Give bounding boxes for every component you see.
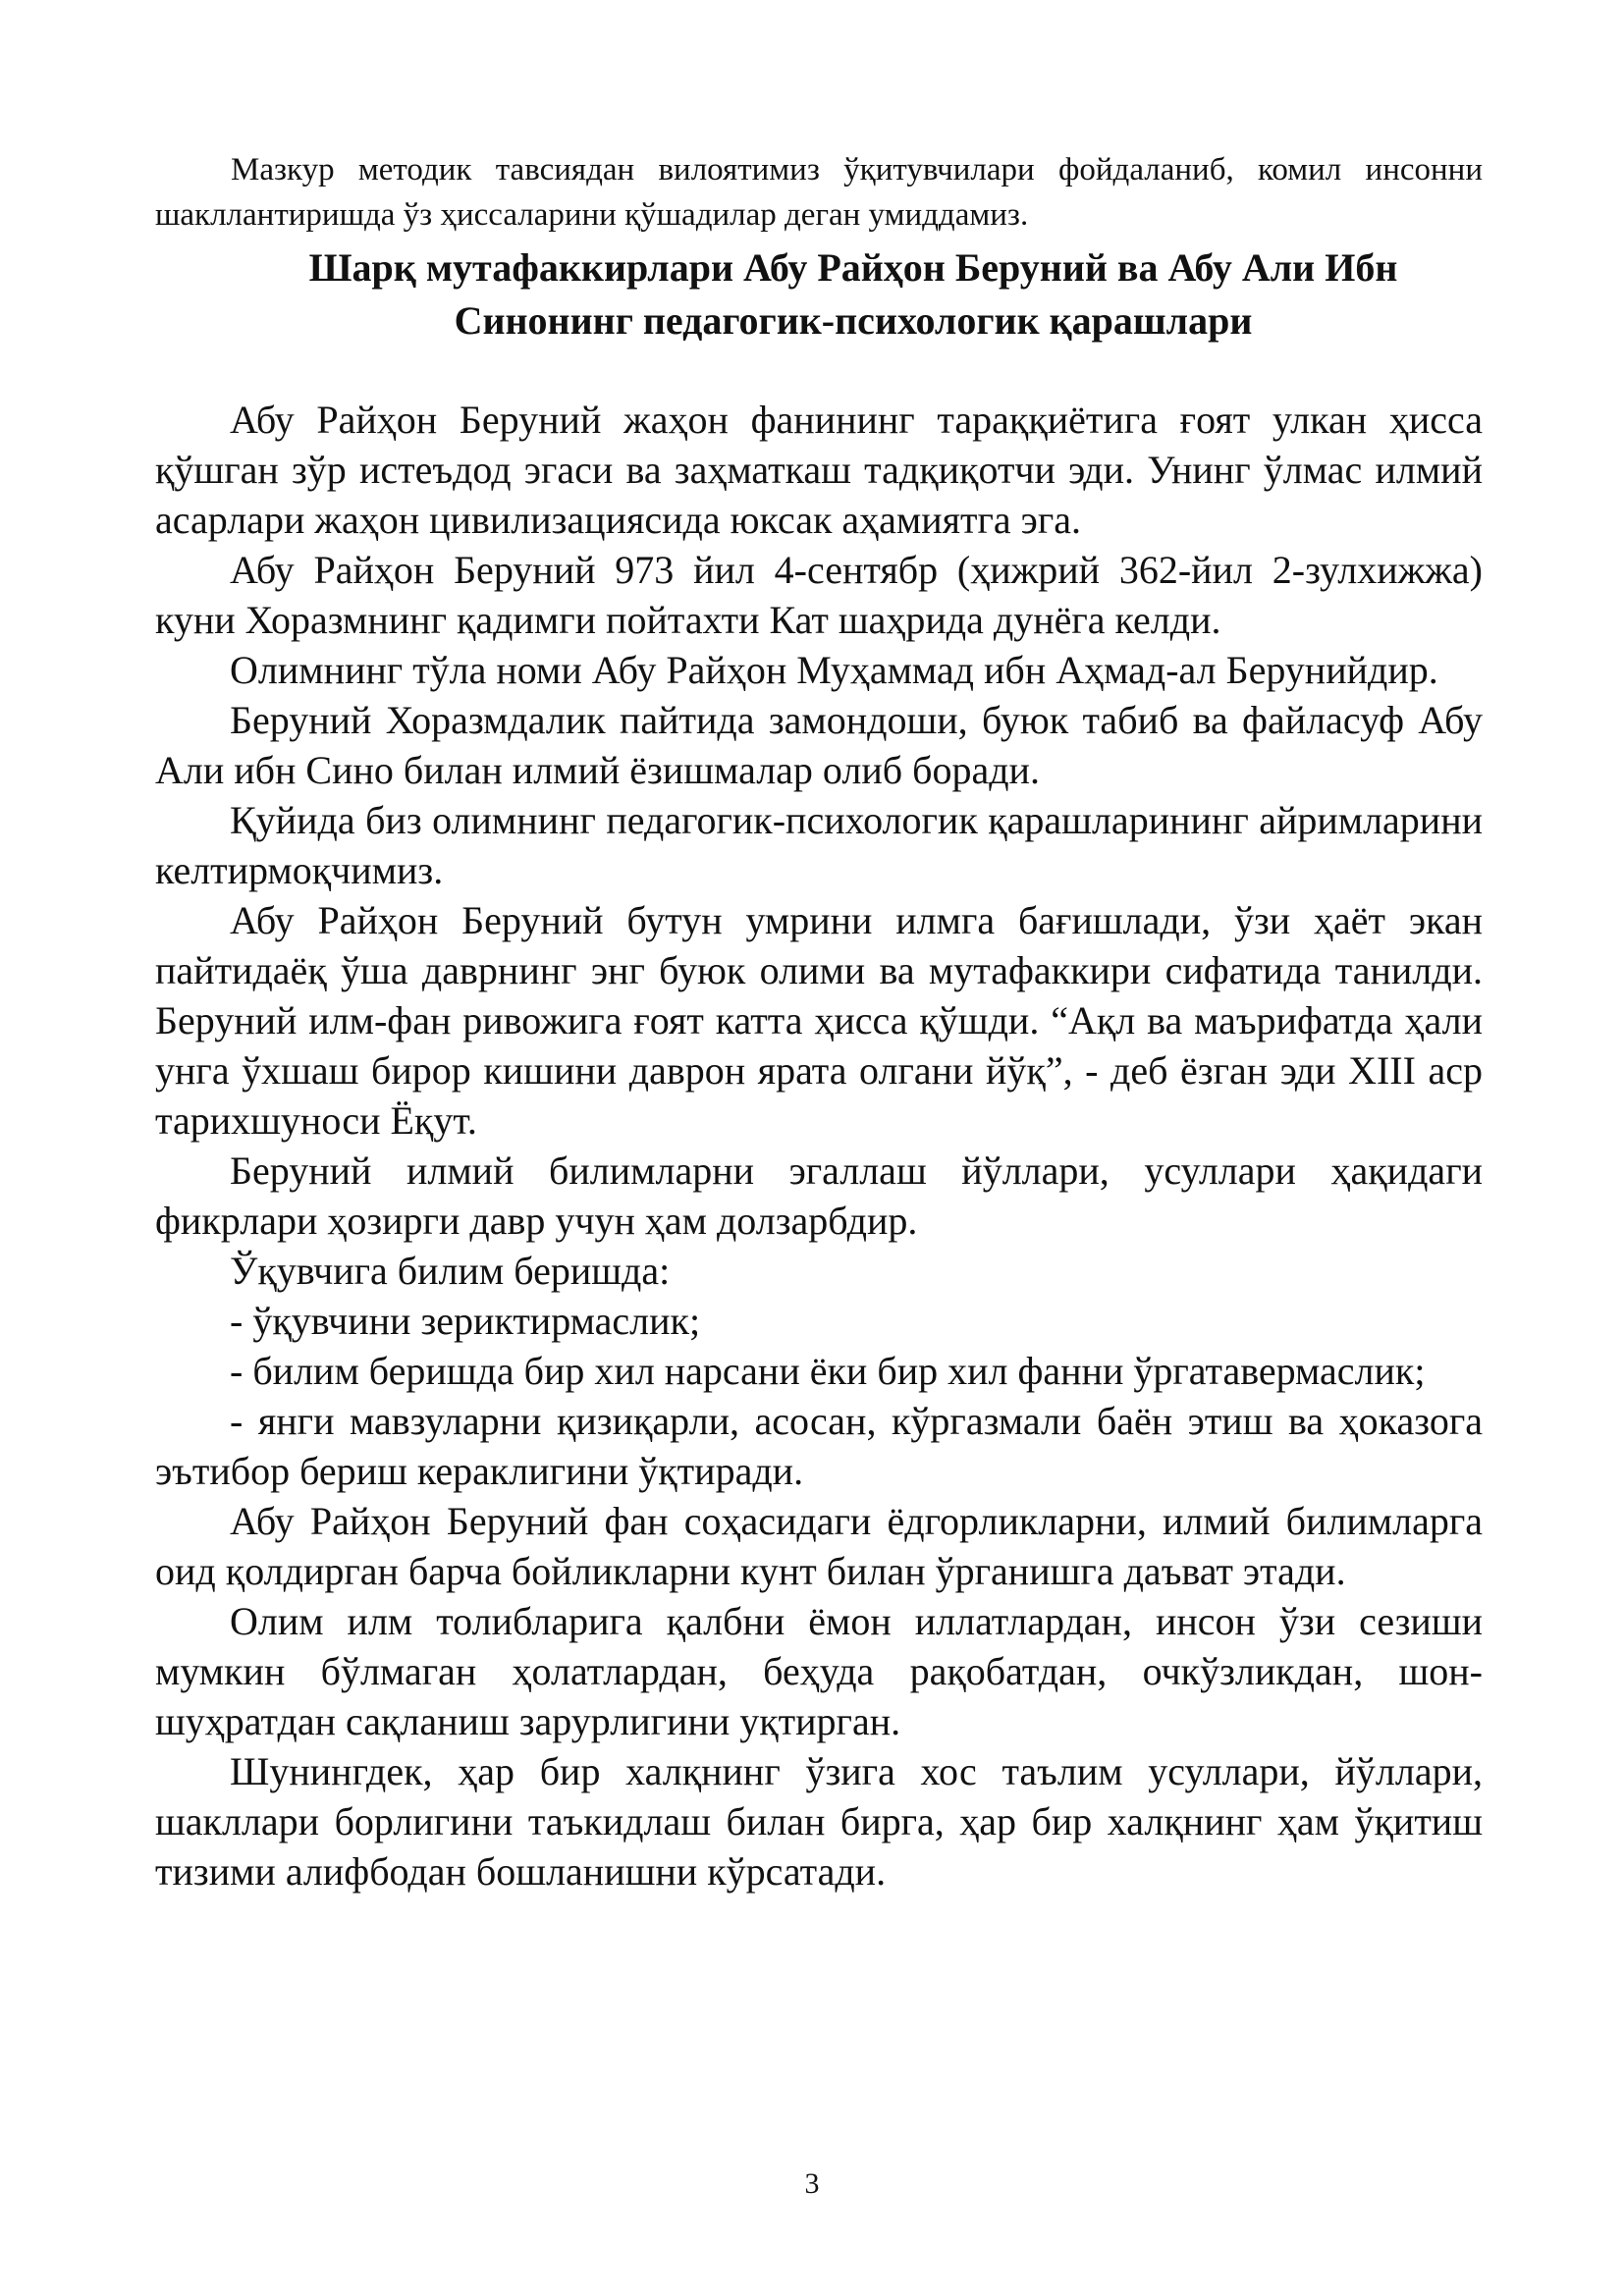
body-paragraph: Абу Райҳон Беруний жаҳон фанининг тараққиётига ғоят улкан ҳисса қўшган зўр истеъдод эгаси ва заҳматкаш тадқиқотчи эди. Унинг ўлмас илмий асарлари жаҳон цивилизациясида юксак аҳамиятга эга. xyxy=(155,398,1483,542)
body-paragraph: Беруний Хоразмдалик пайтида замондоши, буюк табиб ва файласуф Абу Али ибн Сино билан илмий ёзишмалар олиб боради. xyxy=(155,698,1483,792)
page-number: 3 xyxy=(804,2167,820,2200)
list-item: - билим беришда бир хил нарсани ёки бир хил фанни ўргатавермаслик; xyxy=(230,1349,1426,1393)
body-paragraph: Олимнинг тўла номи Абу Райҳон Муҳаммад ибн Аҳмад-ал Берунийдир. xyxy=(230,648,1438,692)
body-paragraph: Қуйида биз олимнинг педагогик-психологик қарашларининг айримларини келтирмоқчимиз. xyxy=(155,798,1483,892)
section-title xyxy=(155,241,1483,347)
body-paragraph: Беруний илмий билимларни эгаллаш йўллари, усуллари ҳақидаги фикрлари ҳозирги давр учун ҳам долзарбдир. xyxy=(155,1148,1483,1243)
intro-paragraph: Мазкур методик тавсиядан вилоятимиз ўқитувчилари фойдаланиб, комил инсонни шакллантиришда ўз ҳиссаларини қўшадилар деган умиддамиз. xyxy=(155,152,1483,233)
body-paragraph: Абу Райҳон Беруний 973 йил 4-сентябр (ҳижрий 362-йил 2-зулхижжа) куни Хоразмнинг қадимги пойтахти Кат шаҳрида дунёга келди. xyxy=(155,548,1483,642)
document-body xyxy=(155,395,1483,1896)
body-paragraph: Шунингдек, ҳар бир халқнинг ўзига хос таълим усуллари, йўллари, шакллари борлигини таъкидлаш билан бирга, ҳар бир халқнинг ҳам ўқитиш тизими алифбодан бошланишни кўрсатади. xyxy=(155,1749,1483,1894)
list-item: - янги мавзуларни қизиқарли, асосан, кўргазмали баён этиш ва ҳоказога эътибор бериш кераклигини ўқтиради. xyxy=(155,1399,1483,1493)
body-paragraph: Олим илм толибларига қалбни ёмон иллатлардан, инсон ўзи сезиши мумкин бўлмаган ҳолатлардан, беҳуда рақобатдан, очкўзликдан, шон-шуҳратдан сақланиш зарурлигини уқтирган. xyxy=(155,1599,1483,1743)
list-intro: Ўқувчига билим беришда: xyxy=(230,1249,671,1293)
body-paragraph: Абу Райҳон Беруний фан соҳасидаги ёдгорликларни, илмий билимларга оид қолдирган барча бойликларни кунт билан ўрганишга даъват этади. xyxy=(155,1499,1483,1593)
list-item: - ўқувчини зериктирмаслик; xyxy=(230,1299,701,1343)
section-title-line-1: Шарқ мутафаккирлари Абу Райҳон Беруний ва Абу Али Ибн xyxy=(308,245,1398,290)
body-paragraph: Абу Райҳон Беруний бутун умрини илмга бағишлади, ўзи ҳаёт экан пайтидаёқ ўша даврнинг энг буюк олими ва мутафаккири сифатида танилди. Беруний илм-фан ривожига ғоят катта ҳисса қўшди. “Ақл ва маърифатда ҳали унга ўхшаш бирор кишини даврон ярата олгани йўқ”, - деб ёзган эди XIII аср тарихшуноси Ёқут. xyxy=(155,898,1483,1143)
document-page xyxy=(155,147,1483,1896)
section-title-line-2: Синонинг педагогик-психологик қарашлари xyxy=(454,298,1253,343)
